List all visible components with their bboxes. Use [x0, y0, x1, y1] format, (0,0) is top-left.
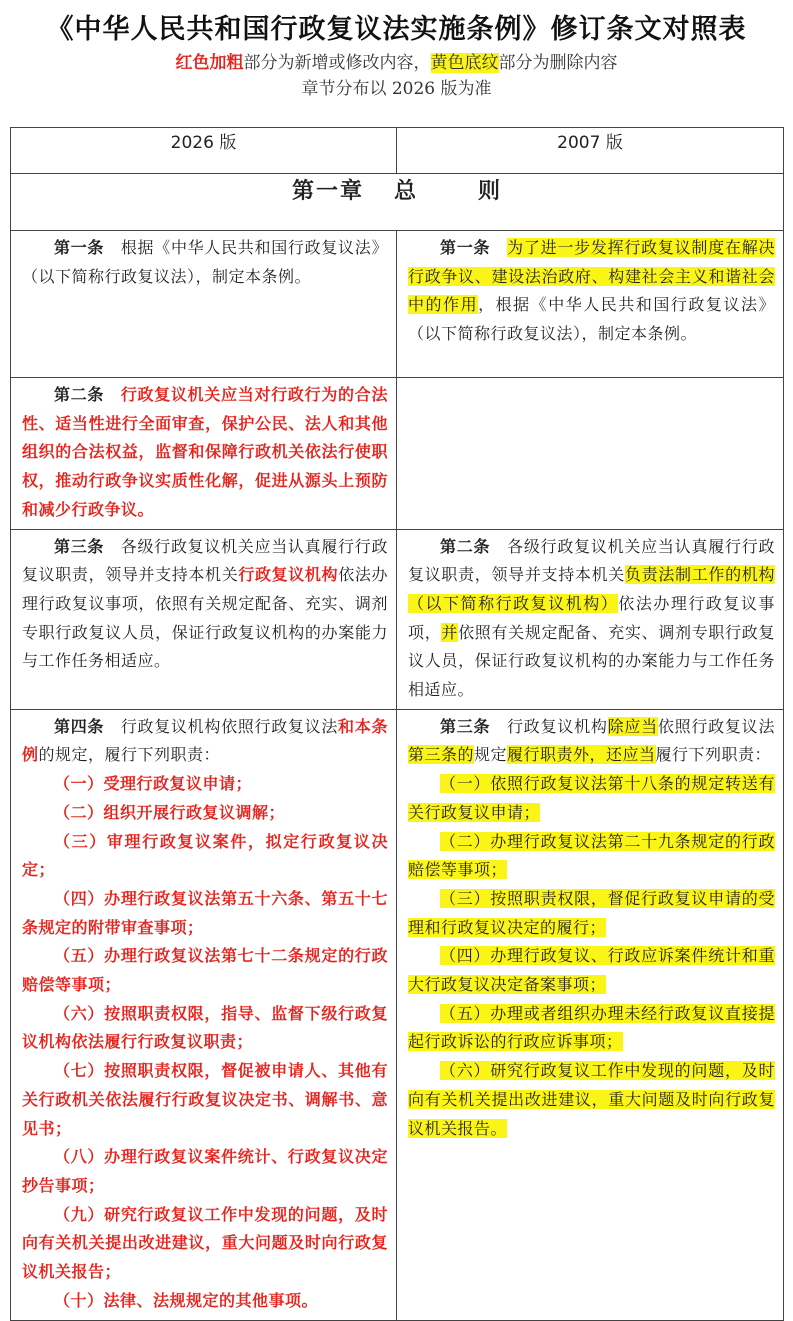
column-header-2007: 2007 版	[397, 128, 784, 174]
text-run: 为了进一步发挥行政复议制度在解决行政争议、建设法治政府、构建社会主义和谐社会中的作用	[408, 238, 775, 315]
table-row	[11, 231, 784, 378]
article-paragraph	[22, 533, 388, 677]
article-number: 第一条	[440, 238, 491, 257]
chapter-number: 第一章	[291, 178, 364, 204]
text-run: ，根据《中华人民共和国行政复议法》（以下简称行政复议法），制定本条例。	[408, 295, 775, 344]
text-run: （八）办理行政复议案件统计、行政复议决定抄告事项；	[22, 1147, 388, 1195]
text-run: （七）按照职责权限，督促被申请人、其他有关行政机关依法履行行政复议决定书、调解书、意见书；	[22, 1061, 388, 1138]
article-number: 第一条	[54, 238, 105, 257]
text-run: （二）组织开展行政复议调解；	[54, 802, 286, 822]
legend-yellow-label: 黄色底纹	[430, 53, 499, 73]
article-item	[408, 770, 775, 827]
text-run: （一）依照行政复议法第十八条的规定转送有关行政复议申请；	[408, 774, 775, 822]
cell-2026-article-4	[11, 709, 397, 1320]
text-run: （二）办理行政复议法第二十九条规定的行政赔偿等事项；	[408, 831, 775, 880]
legend-red-label: 红色加粗	[175, 53, 244, 73]
cell-2026-article-1	[11, 231, 397, 378]
comparison-table	[10, 127, 784, 1321]
table-header-row	[11, 128, 784, 174]
article-text	[11, 231, 396, 295]
document-title: 《中华人民共和国行政复议法实施条例》修订条文对照表	[46, 14, 747, 45]
legend-text-1: 部分为新增或修改内容，	[243, 53, 431, 73]
article-text	[11, 530, 396, 681]
text-run: 依照有关规定配备、充实、调剂专职行政复议人员，保证行政复议机构的办案能力与工作任务相适应。	[408, 622, 775, 700]
article-number: 第二条	[440, 536, 491, 556]
text-run: 各级行政复议机关应当认真履行行政复议职责，领导并支持本机关	[22, 536, 388, 585]
document-header	[0, 0, 793, 102]
text-run: 行政复议机构	[238, 565, 339, 585]
article-item	[22, 1287, 388, 1316]
text-run: 第三条的	[408, 745, 475, 765]
article-item	[22, 828, 388, 885]
text-run: 履行下列职责：	[655, 745, 772, 765]
article-item	[408, 1000, 775, 1057]
article-item	[22, 885, 388, 942]
article-item	[22, 942, 388, 999]
chapter-title	[11, 174, 784, 231]
article-text	[397, 710, 783, 1148]
text-run: 除应当	[607, 716, 658, 736]
text-run: 根据《中华人民共和国行政复议法》（以下简称行政复议法），制定本条例。	[22, 238, 388, 286]
article-paragraph	[22, 381, 388, 525]
text-run: （一）受理行政复议申请；	[54, 774, 253, 794]
text-run: 各级行政复议机关应当认真履行行政复议职责，领导并支持本机关	[408, 536, 775, 585]
table-row	[11, 378, 784, 530]
article-item	[22, 1000, 388, 1057]
text-run: 依法办理行政复议事项，依照有关规定配备、充实、调剂专职行政复议人员，保证行政复议机构的办案能力与工作任务相适应。	[22, 565, 388, 671]
text-run: 的规定，履行下列职责：	[38, 745, 221, 765]
article-item	[408, 885, 775, 942]
text-run: （三）按照职责权限，督促行政复议申请的受理和行政复议决定的履行；	[408, 888, 775, 937]
chapter-row	[11, 174, 784, 231]
cell-2007-article-1	[397, 231, 784, 378]
article-text	[397, 378, 783, 385]
article-text	[11, 378, 396, 529]
article-item	[22, 1201, 388, 1287]
text-run: 履行职责外，还应当	[507, 745, 656, 765]
chapter-word-1: 总	[393, 178, 418, 204]
text-run: 规定	[474, 745, 508, 765]
text-run: （六）按照职责权限，指导、监督下级行政复议机构依法履行行政复议职责；	[22, 1003, 388, 1052]
cell-2007-article-3	[397, 709, 784, 1320]
article-item	[408, 942, 775, 999]
text-run: 和本条例	[22, 716, 388, 765]
article-paragraph	[22, 713, 388, 770]
article-text	[397, 231, 783, 353]
text-run: 依照行政复议法	[657, 716, 775, 736]
text-run: （九）研究行政复议工作中发现的问题，及时向有关机关提出改进建议，重大问题及时向行政复议机关报告；	[22, 1204, 388, 1282]
text-run: （三）审理行政复议案件，拟定行政复议决定；	[22, 831, 388, 880]
text-run: （四）办理行政复议、行政应诉案件统计和重大行政复议决定备案事项；	[408, 946, 775, 995]
text-run: 行政复议机构依照行政复议法	[120, 716, 339, 736]
text-run: 依法办理行政复议事项，	[408, 593, 775, 642]
cell-2026-article-3	[11, 529, 397, 709]
text-run: （十）法律、法规规定的其他事项。	[54, 1290, 319, 1310]
text-run: 行政复议机构	[507, 716, 608, 736]
article-item	[22, 770, 388, 799]
text-run: 并	[441, 622, 459, 642]
table-row	[11, 709, 784, 1320]
article-item	[408, 1057, 775, 1143]
text-run: （六）研究行政复议工作中发现的问题，及时向有关机关提出改进建议，重大问题及时向行政复议机关报告。	[408, 1061, 775, 1138]
table-row	[11, 529, 784, 709]
article-number: 第四条	[54, 716, 105, 736]
article-paragraph	[408, 533, 775, 705]
cell-2007-empty	[397, 378, 784, 530]
text-run: 行政复议机关应当对行政行为的合法性、适当性进行全面审查，保护公民、法人和其他组织的合法权益，监督和保障行政机关依法行使职权，推动行政争议实质性化解，促进从源头上预防和减少行政争议。	[22, 385, 388, 519]
article-item	[22, 799, 388, 828]
article-number: 第三条	[54, 536, 105, 556]
article-number: 第三条	[440, 716, 491, 736]
article-paragraph	[408, 713, 775, 770]
text-run: （五）办理或者组织办理未经行政复议直接提起行政诉讼的行政应诉事项；	[408, 1003, 775, 1052]
text-run: （五）办理行政复议法第七十二条规定的行政赔偿等事项；	[22, 946, 388, 995]
distribution-note: 章节分布以 2026 版为准	[301, 79, 492, 99]
article-paragraph	[22, 234, 388, 291]
text-run: （四）办理行政复议法第五十六条、第五十七条规定的附带审查事项；	[22, 888, 388, 937]
cell-2007-article-2	[397, 529, 784, 709]
legend-text-2: 部分为删除内容	[498, 53, 618, 73]
text-run: 负责法制工作的机构（以下简称行政复议机构）	[408, 565, 775, 613]
article-item	[22, 1143, 388, 1200]
cell-2026-article-2	[11, 378, 397, 530]
article-item	[408, 828, 775, 885]
article-paragraph	[408, 234, 775, 349]
article-text	[11, 710, 396, 1320]
article-text	[397, 530, 783, 709]
article-number: 第二条	[54, 385, 105, 404]
article-item	[22, 1057, 388, 1143]
legend-line	[0, 50, 793, 76]
column-header-2026: 2026 版	[11, 128, 397, 174]
chapter-word-2: 则	[478, 178, 503, 204]
